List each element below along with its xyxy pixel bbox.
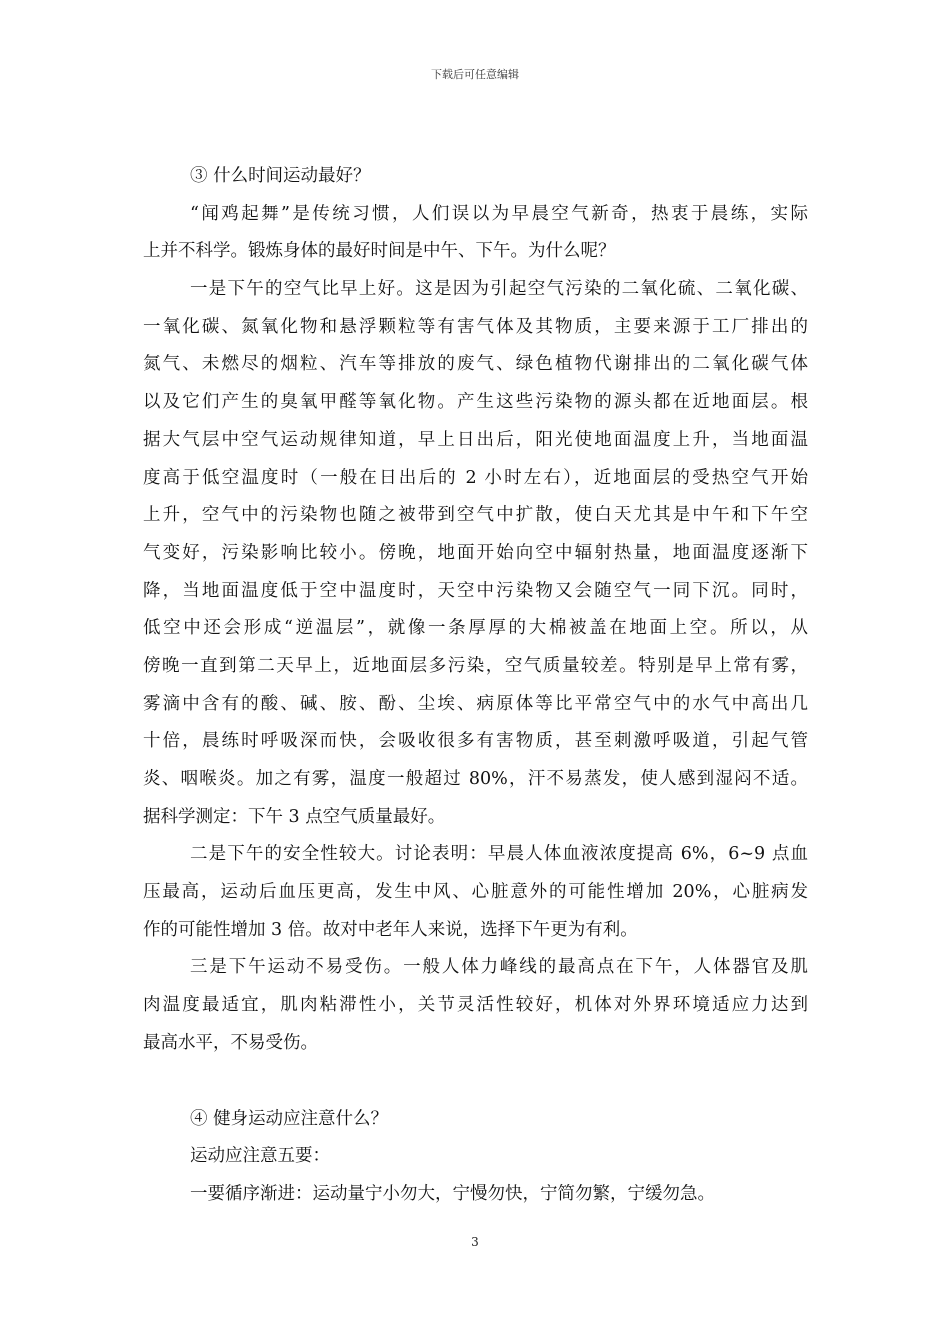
text-line: 一氧化碳、氮氧化物和悬浮颗粒等有害气体及其物质，主要来源于工厂排出的 [143,316,808,337]
text-line: 三是下午运动不易受伤。一般人体力峰线的最高点在下午，人体器官及肌 [190,957,808,978]
text-line: 十倍，晨练时呼吸深而快，会吸收很多有害物质，甚至刺激呼吸道，引起气管 [143,731,808,752]
document-body [143,158,808,1214]
text-line: 傍晚一直到第二天早上，近地面层多污染，空气质量较差。特别是早上常有雾， [143,655,808,676]
text-line: 肉温度最适宜，肌肉粘滞性小，关节灵活性较好，机体对外界环境适应力达到 [143,995,808,1016]
text-line: 二是下午的安全性较大。讨论表明：早晨人体血液浓度提高 6%，6~9 点血 [190,844,808,865]
page-header: 下载后可任意编辑 [431,68,519,81]
text-line: ③ 什么时间运动最好？ [190,166,371,186]
text-line: 气变好，污染影响比较小。傍晚，地面开始向空中辐射热量，地面温度逐渐下 [143,542,808,563]
text-line: 降，当地面温度低于空中温度时，天空中污染物又会随空气一同下沉。同时， [143,580,808,601]
text-line: 压最高，运动后血压更高，发生中风、心脏意外的可能性增加 20%，心脏病发 [143,882,808,903]
page-number: 3 [471,1235,479,1249]
text-line: 上并不科学。锻炼身体的最好时间是中午、下午。为什么呢？ [143,241,616,262]
text-line: 低空中还会形成“逆温层”，就像一条厚厚的大棉被盖在地面上空。所以，从 [143,618,808,639]
text-line: 氮气、未燃尽的烟粒、汽车等排放的废气、绿色植物代谢排出的二氧化碳气体 [143,354,808,375]
section-gap [143,1063,808,1101]
text-line: 作的可能性增加 3 倍。故对中老年人来说，选择下午更为有利。 [143,919,638,940]
text-line: “闻鸡起舞”是传统习惯，人们误以为早晨空气新奇，热衷于晨练，实际 [190,203,808,224]
text-line: 据科学测定：下午 3 点空气质量最好。 [143,806,446,827]
text-line: 度高于低空温度时（一般在日出后的 2 小时左右），近地面层的受热空气开始 [143,467,808,488]
text-line: 一要循序渐进：运动量宁小勿大，宁慢勿快，宁简勿繁，宁缓勿急。 [190,1183,715,1204]
text-line: 一是下午的空气比早上好。这是因为引起空气污染的二氧化硫、二氧化碳、 [190,279,808,300]
text-line: 最高水平，不易受伤。 [143,1032,318,1053]
text-line: 上升，空气中的污染物也随之被带到空气中扩散，使白天尤其是中午和下午空 [143,505,808,526]
text-line: 雾滴中含有的酸、碱、胺、酚、尘埃、病原体等比平常空气中的水气中高出几 [143,693,808,714]
text-line: 运动应注意五要： [190,1146,330,1167]
text-line: 以及它们产生的臭氧甲醛等氧化物。产生这些污染物的源头都在近地面层。根 [143,392,808,413]
text-line: 据大气层中空气运动规律知道，早上日出后，阳光使地面温度上升，当地面温 [143,429,808,450]
text-line: 炎、咽喉炎。加之有雾，温度一般超过 80%，汗不易蒸发，使人感到湿闷不适。 [143,769,808,789]
text-line: ④ 健身运动应注意什么？ [190,1108,389,1129]
